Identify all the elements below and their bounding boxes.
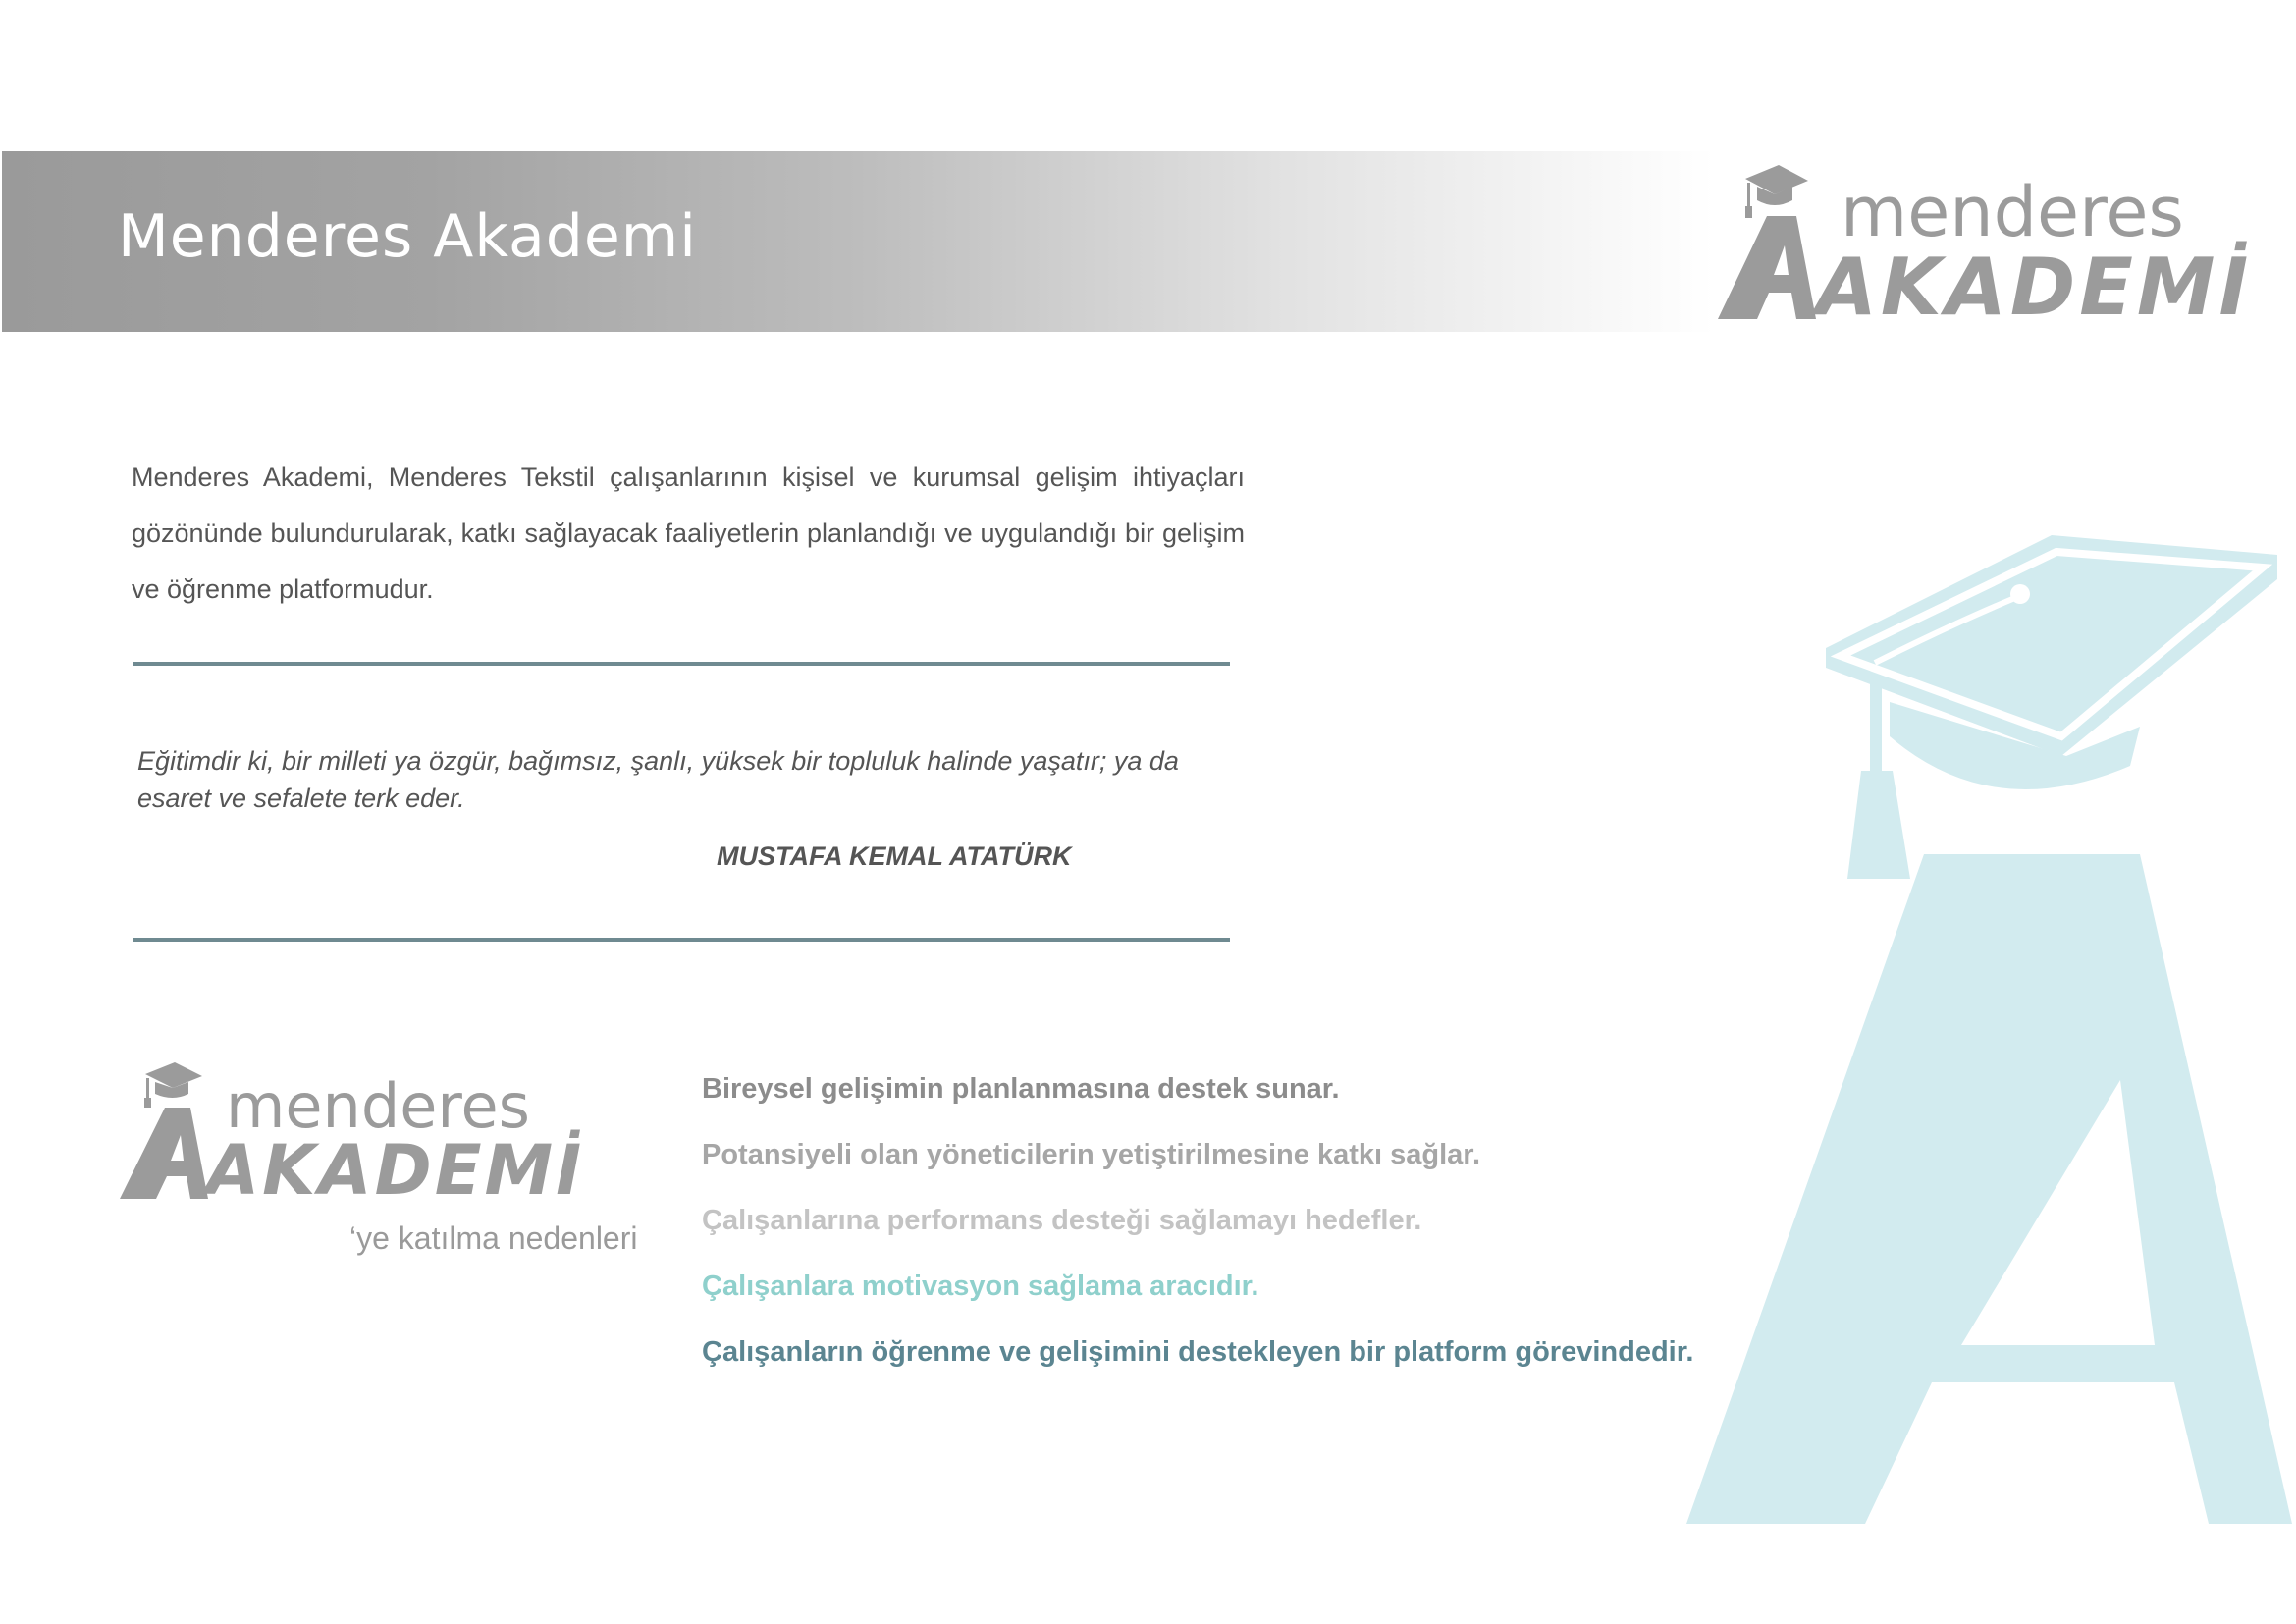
logo-wordmark-bottom-small: AKADEMİ (206, 1130, 585, 1211)
menderes-akademi-logo-small (120, 1056, 585, 1211)
menderes-akademi-logo (1718, 157, 2253, 333)
logo-a-glyph (1718, 216, 1816, 319)
quote-author: MUSTAFA KEMAL ATATÜRK (717, 841, 1072, 871)
watermark-a-graphic (1679, 530, 2287, 1527)
reason-item: Çalışanlarına performans desteği sağlamayı hedefler. (702, 1205, 1422, 1236)
reason-item: Çalışanlara motivasyon sağlama aracıdır. (702, 1271, 1259, 1302)
graduation-cap-small-icon (144, 1062, 202, 1108)
logo-a-glyph-small (120, 1108, 208, 1199)
reasons-heading-suffix: ‘ye katılma nedenleri (349, 1220, 638, 1256)
divider-top (133, 662, 1230, 666)
watermark-tassel (1847, 771, 1910, 879)
divider-bottom (133, 938, 1230, 942)
reasons-list (702, 1070, 1693, 1399)
logo-wordmark-bottom: AKADEMİ (1816, 242, 2253, 333)
banner-title: Menderes Akademi (118, 202, 697, 271)
reason-item: Potansiyeli olan yöneticilerin yetiştirilmesine katkı sağlar. (702, 1139, 1480, 1170)
logo-wordmark-top-small: menderes (226, 1070, 530, 1142)
intro-paragraph: Menderes Akademi, Menderes Tekstil çalışanlarının kişisel ve kurumsal gelişim ihtiyaçları gözönünde bulundurularak, katkı sağlayacak faaliyetlerin planlandığı ve uygulandığı bir gelişim ve öğrenme platformudur. (132, 462, 1245, 604)
reason-item: Çalışanların öğrenme ve gelişimini destekleyen bir platform görevindedir. (702, 1336, 1694, 1368)
logo-wordmark-top: menderes (1841, 172, 2184, 252)
graduation-cap-icon (1745, 165, 1808, 218)
reason-item: Bireysel gelişimin planlanmasına destek sunar. (702, 1073, 1340, 1105)
watermark-a-letter (1686, 854, 2292, 1524)
quote-text: Eğitimdir ki, bir milleti ya özgür, bağımsız, şanlı, yüksek bir topluluk halinde yaşatır; ya da esaret ve sefalete terk eder. (137, 746, 1179, 813)
